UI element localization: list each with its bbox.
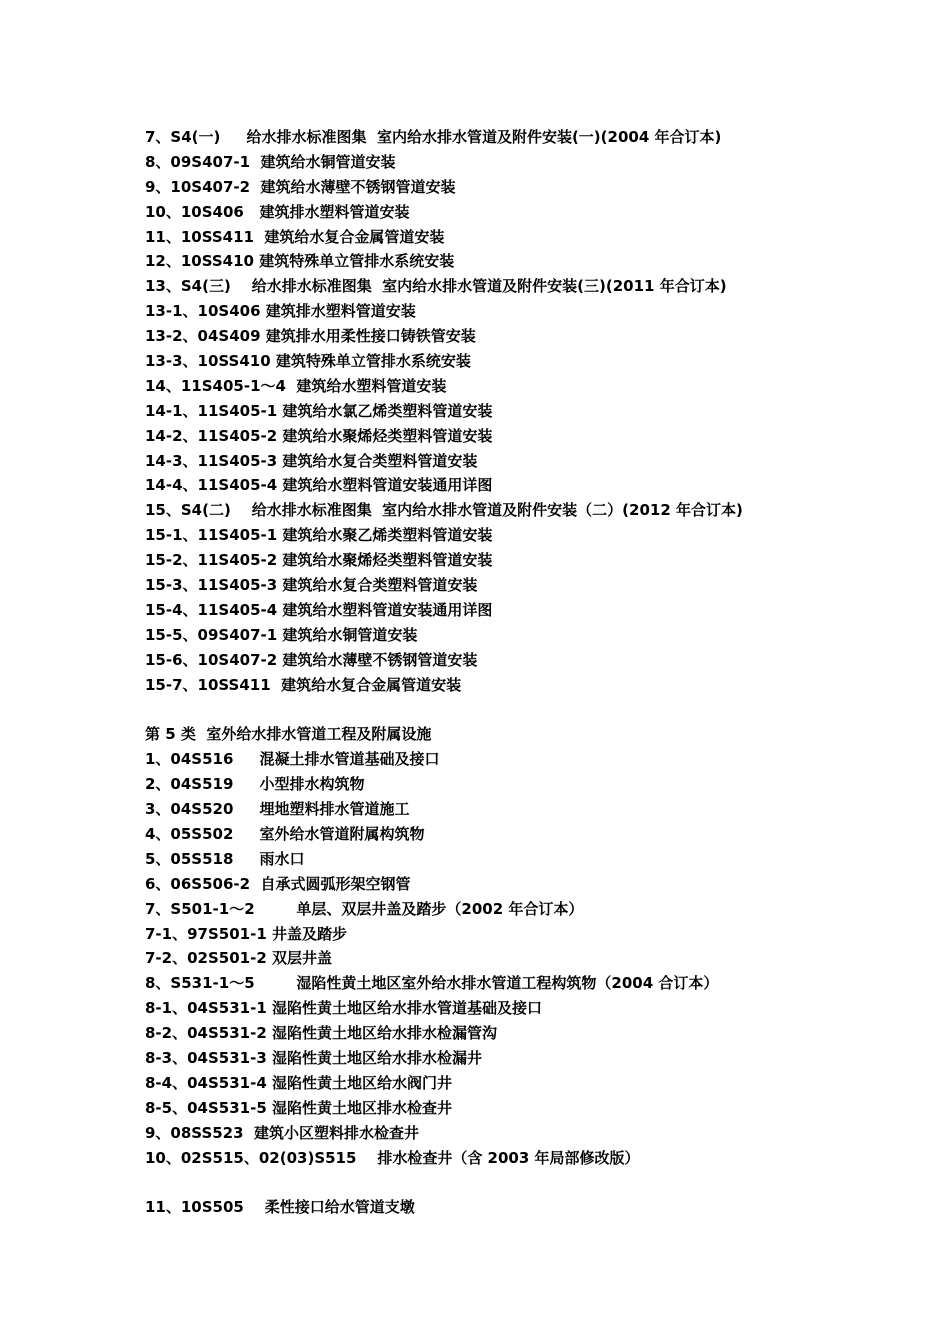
list-item: 7、S4(一) 给水排水标准图集 室内给水排水管道及附件安装(一)(2004 年合订本)	[145, 128, 722, 146]
list-item: 9、08SS523 建筑小区塑料排水检查井	[145, 1123, 420, 1142]
list-item: 7-2、02S501-2 双层井盖	[145, 949, 332, 968]
blank-line	[145, 697, 905, 722]
list-item: 15-3、11S405-3 建筑给水复合类塑料管道安装	[145, 576, 478, 595]
list-item: 10、02S515、02(03)S515 排水检查井（含 2003 年局部修改版）	[145, 1148, 640, 1167]
list-item: 15-1、11S405-1 建筑给水聚乙烯类塑料管道安装	[145, 526, 493, 545]
list-item: 13-1、10S406 建筑排水塑料管道安装	[145, 302, 416, 321]
list-item: 13-3、10SS410 建筑特殊单立管排水系统安装	[145, 352, 471, 371]
list-item: 14、11S405-1～4 建筑给水塑料管道安装	[145, 376, 447, 395]
list-item: 6、06S506-2 自承式圆弧形架空钢管	[145, 874, 411, 893]
list-item: 8-5、04S531-5 湿陷性黄土地区排水检查井	[145, 1098, 452, 1117]
list-item: 14-1、11S405-1 建筑给水氯乙烯类塑料管道安装	[145, 401, 493, 420]
list-item: 8-3、04S531-3 湿陷性黄土地区给水排水检漏井	[145, 1048, 482, 1067]
list-item: 3、04S520 埋地塑料排水管道施工	[145, 800, 410, 819]
list-item: 8-1、04S531-1 湿陷性黄土地区给水排水管道基础及接口	[145, 999, 542, 1018]
blank-line	[145, 1170, 905, 1195]
list-item: 8、09S407-1 建筑给水铜管道安装	[145, 152, 396, 171]
list-item: 14-4、11S405-4 建筑给水塑料管道安装通用详图	[145, 476, 493, 495]
list-item: 15-2、11S405-2 建筑给水聚烯烃类塑料管道安装	[145, 551, 493, 570]
list-item: 8、S531-1～5 湿陷性黄土地区室外给水排水管道工程构筑物（2004 合订本）	[145, 974, 719, 993]
list-item: 1、04S516 混凝土排水管道基础及接口	[145, 750, 440, 769]
list-item: 15-5、09S407-1 建筑给水铜管道安装	[145, 625, 418, 644]
list-item: 13、S4(三) 给水排水标准图集 室内给水排水管道及附件安装(三)(2011 年合订本)	[145, 277, 727, 296]
list-item: 8-4、04S531-4 湿陷性黄土地区给水阀门井	[145, 1073, 452, 1092]
list-item: 9、10S407-2 建筑给水薄壁不锈钢管道安装	[145, 177, 456, 196]
list-item: 15-6、10S407-2 建筑给水薄壁不锈钢管道安装	[145, 650, 478, 669]
list-item: 7、S501-1～2 单层、双层井盖及踏步（2002 年合订本）	[145, 899, 584, 918]
list-item: 7-1、97S501-1 井盖及踏步	[145, 924, 347, 943]
document-body	[145, 125, 905, 1220]
list-item: 15、S4(二) 给水排水标准图集 室内给水排水管道及附件安装（二）(2012 年合订本)	[145, 501, 743, 520]
list-item: 12、10SS410 建筑特殊单立管排水系统安装	[145, 252, 455, 271]
list-item: 11、10S505 柔性接口给水管道支墩	[145, 1198, 415, 1217]
section-heading: 第 5 类 室外给水排水管道工程及附属设施	[145, 725, 432, 744]
list-item: 15-7、10SS411 建筑给水复合金属管道安装	[145, 675, 462, 694]
list-item: 10、10S406 建筑排水塑料管道安装	[145, 202, 410, 221]
list-item: 14-2、11S405-2 建筑给水聚烯烃类塑料管道安装	[145, 426, 493, 445]
list-item: 14-3、11S405-3 建筑给水复合类塑料管道安装	[145, 451, 478, 470]
list-item: 4、05S502 室外给水管道附属构筑物	[145, 824, 425, 843]
list-item: 15-4、11S405-4 建筑给水塑料管道安装通用详图	[145, 600, 493, 619]
list-item: 8-2、04S531-2 湿陷性黄土地区给水排水检漏管沟	[145, 1024, 497, 1043]
list-item: 11、10SS411 建筑给水复合金属管道安装	[145, 227, 445, 246]
list-item: 5、05S518 雨水口	[145, 849, 305, 868]
list-item: 2、04S519 小型排水构筑物	[145, 775, 365, 794]
list-item: 13-2、04S409 建筑排水用柔性接口铸铁管安装	[145, 327, 476, 346]
